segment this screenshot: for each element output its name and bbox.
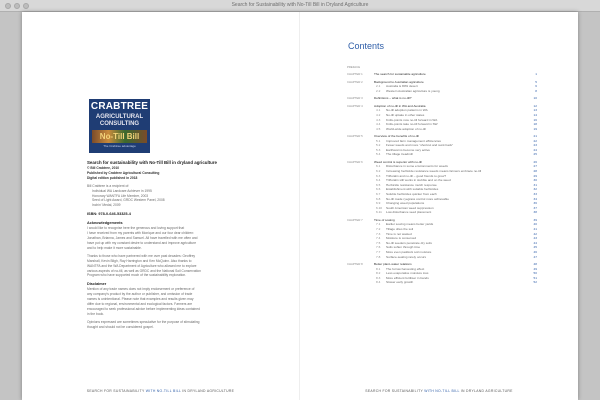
toc-entry-title: Western Australian agriculture is young bbox=[386, 88, 440, 93]
toc-page-number: 14 bbox=[533, 112, 537, 117]
toc-section-number: 6.5 bbox=[376, 182, 381, 187]
toc-section-row[interactable] bbox=[347, 127, 537, 132]
toc-page-number: 44 bbox=[533, 240, 537, 245]
toc-entry-title: Fewer weeds and more “shortcut and sunk back” bbox=[386, 143, 454, 148]
toc-entry-title: Herbicide resistance mulch response bbox=[386, 182, 437, 187]
toc-entry-title: South American weed suppression bbox=[386, 205, 434, 210]
section-heading: Acknowledgements bbox=[87, 221, 123, 226]
toc-page-number: 16 bbox=[533, 117, 537, 122]
imprint-line: Bill Crabtree is a recipient of: bbox=[87, 183, 130, 188]
title-bar[interactable] bbox=[0, 0, 600, 12]
logo-photo-band bbox=[92, 130, 147, 143]
toc-entry-title: World-wide adoption of no-till bbox=[386, 126, 426, 131]
toc-section-number: 6.7 bbox=[376, 192, 381, 197]
imprint-line: Mention of any trade names does not imply endorsement or preference of bbox=[87, 287, 195, 292]
toc-entry-title: No-till made ryegrass control more achievable bbox=[386, 196, 449, 201]
imprint-line: I would like to recognise here the generous and loving support that bbox=[87, 226, 185, 231]
toc-chapter-label: CHAPTER 1 bbox=[347, 72, 363, 77]
toc-chapter-label: CHAPTER 4 bbox=[347, 103, 363, 108]
toc-section-number: 7.6 bbox=[376, 245, 381, 250]
imprint-line: and to help make it more sustainable. bbox=[87, 245, 142, 250]
imprint-line: encouraged to seek professional advice before implementing ideas contained bbox=[87, 306, 200, 311]
imprint-line: various aspects of no-till, as well as GRDC and the National Soil Conservation bbox=[87, 268, 201, 273]
toc-entry-title: Establishment with suitable herbicides bbox=[386, 187, 439, 192]
imprint-line: Inchin' Medal, 2009 bbox=[92, 203, 121, 208]
toc-section-number: 6.1 bbox=[376, 164, 381, 169]
toc-preface-label: PREFACE bbox=[347, 65, 361, 69]
toc-entry-title: Low disturbance seed placement bbox=[386, 210, 432, 215]
footer-text-start: SEARCH FOR SUSTAINABILITY bbox=[86, 389, 146, 393]
toc-section-number: 7.7 bbox=[376, 249, 381, 254]
table-of-contents bbox=[347, 65, 537, 285]
toc-page-number: 31 bbox=[533, 182, 537, 187]
toc-page-number: 32 bbox=[533, 187, 537, 192]
toc-page-number: 30 bbox=[533, 178, 537, 183]
section-heading: ISBN: 978-0-646-53325-4 bbox=[87, 212, 131, 217]
toc-page-number: 23 bbox=[533, 143, 537, 148]
imprint-line: Individual WA Landcare Achiever in 1995 bbox=[92, 188, 152, 193]
imprint-line: Program who have supported much of the sustainability exploration. bbox=[87, 273, 187, 278]
toc-section-number: 5.2 bbox=[376, 143, 381, 148]
footer-text-highlight: WITH NO-TILL BILL bbox=[424, 389, 460, 393]
window-title: Search for Sustainability with No-Till Bill in Dryland Agriculture bbox=[231, 2, 369, 8]
toc-page-number: 41 bbox=[533, 226, 537, 231]
toc-page-number: 1 bbox=[535, 72, 537, 77]
toc-entry-title: Disturbance in some environments for weeds bbox=[386, 164, 448, 169]
toc-section-number: 2.1 bbox=[376, 84, 381, 89]
toc-page-number: 34 bbox=[533, 196, 537, 201]
toc-section-number: 6.3 bbox=[376, 173, 381, 178]
toc-entry-title: Knife-points now no-till forward in WA bbox=[386, 117, 438, 122]
toc-page-number: 8 bbox=[535, 88, 537, 93]
toc-page-number: 6 bbox=[535, 84, 537, 89]
toc-entry-title: Moisture is conserved bbox=[386, 236, 417, 241]
toc-page-number: 29 bbox=[533, 173, 537, 178]
toc-page-number: 26 bbox=[533, 159, 537, 164]
toc-page-number: 49 bbox=[533, 266, 537, 271]
toc-section-number: 7.3 bbox=[376, 231, 381, 236]
toc-section-row[interactable] bbox=[347, 152, 537, 157]
toc-entry-title: Soils soften through time bbox=[386, 245, 421, 250]
toc-chapter-label: CHAPTER 6 bbox=[347, 159, 363, 164]
toc-entry-title: Slower early growth bbox=[386, 280, 414, 285]
toc-entry-title: Time of sowing bbox=[374, 217, 395, 222]
toc-page-number: 25 bbox=[533, 152, 537, 157]
toc-page-number: 38 bbox=[533, 210, 537, 215]
imprint-line: in the book. bbox=[87, 311, 105, 316]
toc-entry-title: Trifluralin still works in stubble and on the weed bbox=[386, 178, 451, 183]
toc-section-number: 4.4 bbox=[376, 122, 381, 127]
toc-section-row[interactable] bbox=[347, 89, 537, 94]
toc-page-number: 50 bbox=[533, 271, 537, 276]
toc-entry-title: Background to Australian agriculture bbox=[374, 79, 424, 84]
logo-text-crabtree: CRABTREE bbox=[90, 101, 149, 112]
toc-section-number: 5.1 bbox=[376, 138, 381, 143]
toc-page-number: 18 bbox=[533, 122, 537, 127]
footer-text-start: SEARCH FOR SUSTAINABILITY bbox=[365, 389, 425, 393]
imprint-line: Jonathan, Brianna, James and Samuel. All have travelled with me often and bbox=[87, 236, 198, 241]
left-page bbox=[22, 12, 300, 400]
toc-section-number: 7.5 bbox=[376, 240, 381, 245]
toc-entry-title: No-till adoption patterns in WA bbox=[386, 108, 428, 113]
imprint-text-block bbox=[87, 160, 272, 330]
toc-entry-title: Time is not wasted bbox=[386, 231, 412, 236]
logo-text-agricultural: AGRICULTURAL bbox=[95, 114, 144, 120]
toc-section-number: 6.2 bbox=[376, 169, 381, 174]
toc-entry-title: Changing weed populations bbox=[386, 201, 425, 206]
toc-page-number: 21 bbox=[533, 134, 537, 139]
imprint-line: WANTFA and the WA Department of Agriculture who allowed me to explore bbox=[87, 263, 197, 268]
right-page bbox=[300, 12, 578, 400]
toc-chapter-label: CHAPTER 2 bbox=[347, 79, 363, 84]
toc-entry-title: Surface-sealing rarely occurs bbox=[386, 254, 427, 259]
toc-section-number: 7.4 bbox=[376, 236, 381, 241]
imprint-line: Seed of Light Award, GRDC Western Panel, 2008 bbox=[92, 198, 165, 203]
toc-page-number: 37 bbox=[533, 205, 537, 210]
toc-page-number: 19 bbox=[533, 126, 537, 131]
imprint-line: Thanks to those who have partnered with me over past decades: Geoffrey bbox=[87, 253, 196, 258]
toc-entry-title: Soluble herbicides quicker from each bbox=[386, 192, 437, 197]
imprint-line: I have received from my parents with Monique and our four dear children: bbox=[87, 231, 195, 236]
toc-section-number: 4.5 bbox=[376, 126, 381, 131]
toc-entry-title: The furrow harvesting effect bbox=[386, 266, 425, 271]
document-spread[interactable] bbox=[22, 12, 578, 400]
imprint-line: thought and should not be considered gospel. bbox=[87, 324, 154, 329]
toc-chapter-label: CHAPTER 3 bbox=[347, 96, 363, 101]
toc-page-number: 43 bbox=[533, 236, 537, 241]
toc-page-number: 27 bbox=[533, 164, 537, 169]
toc-chapter-row[interactable] bbox=[347, 72, 537, 77]
imprint-line: any company's product by the author or publisher, and omission of trade bbox=[87, 292, 193, 297]
toc-chapter-label: CHAPTER 8 bbox=[347, 261, 363, 266]
logo-band-text: No-Till Bill bbox=[99, 132, 140, 141]
right-page-footer bbox=[300, 389, 578, 393]
toc-section-number: 7.8 bbox=[376, 254, 381, 259]
imprint-line: Opinions expressed are sometimes speculative for the purpose of stimulating bbox=[87, 319, 200, 324]
toc-entry-title: Improved farm management efficiencies bbox=[386, 138, 441, 143]
toc-section-number: 4.2 bbox=[376, 112, 381, 117]
logo-tagline: The Crabtree advantage bbox=[103, 144, 136, 148]
toc-chapter-label: CHAPTER 5 bbox=[347, 134, 363, 139]
toc-entry-title: Increasing herbicide resistance weeds means farmers embrace no-till bbox=[386, 169, 482, 174]
toc-page-number: 52 bbox=[533, 280, 537, 285]
toc-entry-title: No-till uptake in other states bbox=[386, 112, 425, 117]
toc-entry-title: No-till seeders penetrate dry soils bbox=[386, 240, 432, 245]
toc-entry-title: Better plant–water relations bbox=[374, 261, 412, 266]
toc-section-number: 6.4 bbox=[376, 178, 381, 183]
toc-entry-title: The tillage treadmill bbox=[386, 152, 413, 157]
footer-text-end: IN DRYLAND AGRICULTURE bbox=[181, 389, 235, 393]
toc-section-row[interactable] bbox=[347, 210, 537, 215]
toc-page-number: 47 bbox=[533, 254, 537, 259]
toc-section-number: 8.4 bbox=[376, 280, 381, 285]
toc-entry-title: Trifluralin and no-till – good friends to grow? bbox=[386, 173, 447, 178]
toc-entry-title: Overview of the benefits of no-till bbox=[374, 134, 419, 139]
toc-page-number: 46 bbox=[533, 249, 537, 254]
toc-page-number: 12 bbox=[533, 103, 537, 108]
footer-text-end: IN DRYLAND AGRICULTURE bbox=[459, 389, 513, 393]
toc-chapter-label: CHAPTER 7 bbox=[347, 217, 363, 222]
toc-section-number: 5.4 bbox=[376, 152, 381, 157]
toc-section-number: 6.10 bbox=[376, 205, 383, 210]
contents-heading: Contents bbox=[348, 41, 385, 51]
toc-section-number: 4.1 bbox=[376, 108, 381, 113]
toc-page-number: 22 bbox=[533, 138, 537, 143]
toc-page-number: 33 bbox=[533, 192, 537, 197]
toc-section-number: 5.3 bbox=[376, 147, 381, 152]
toc-entry-title: Definitions – what is no-till? bbox=[374, 96, 412, 101]
toc-page-number: 24 bbox=[533, 147, 537, 152]
imprint-line: Digital edition published in 2018 bbox=[87, 175, 138, 180]
toc-section-number: 6.6 bbox=[376, 187, 381, 192]
toc-page-number: 5 bbox=[535, 79, 537, 84]
toc-entry-title: More efficient fertiliser in bands bbox=[386, 275, 429, 280]
imprint-line: differ due to regional, environmental and ecological factors. Farmers are bbox=[87, 302, 193, 307]
imprint-line: have put up with my constant desire to understand and improve agriculture bbox=[87, 240, 197, 245]
toc-section-number: 6.8 bbox=[376, 196, 381, 201]
toc-page-number: 13 bbox=[533, 108, 537, 113]
toc-entry-title: Knife-points take no-till forward in SW bbox=[386, 122, 438, 127]
toc-section-number: 7.1 bbox=[376, 222, 381, 227]
toc-page-number: 10 bbox=[533, 96, 537, 101]
book-title: Search for sustainability with No-Till Bill in dryland agriculture bbox=[87, 160, 217, 165]
toc-entry-title: More even paddock soil moisture bbox=[386, 249, 432, 254]
toc-entry-title: The search for sustainable agriculture bbox=[374, 72, 426, 77]
toc-page-number: 45 bbox=[533, 245, 537, 250]
toc-page-number: 42 bbox=[533, 231, 537, 236]
imprint-line: names is unintentional. Please note that examples and results given may bbox=[87, 297, 194, 302]
toc-page-number: 39 bbox=[533, 217, 537, 222]
toc-page-number: 40 bbox=[533, 222, 537, 227]
toc-entry-title: Earlier sowing means better yields bbox=[386, 222, 434, 227]
toc-section-number: 6.11 bbox=[376, 210, 382, 215]
imprint-line: Honorary WANTFA Life Member, 2003 bbox=[92, 193, 149, 198]
crabtree-logo bbox=[89, 99, 150, 153]
toc-section-number: 6.9 bbox=[376, 201, 381, 206]
toc-section-row[interactable] bbox=[347, 280, 537, 285]
toc-entry-title: Less evaporative moisture loss bbox=[386, 271, 429, 276]
left-page-footer bbox=[22, 389, 299, 393]
footer-text-highlight: WITH NO-TILL BILL bbox=[145, 389, 182, 393]
logo-text-consulting: CONSULTING bbox=[99, 121, 140, 127]
imprint-line: Marshall, Kevin Bligh, Ray Harrington and Ken McQuinn. Also thanks to bbox=[87, 258, 192, 263]
imprint-line: Published by Crabtree Agricultural Consulting bbox=[87, 170, 160, 175]
toc-entry-title: Australia is 80% desert bbox=[386, 84, 418, 89]
toc-entry-title: Adoption of no-till in WA and Australia bbox=[374, 103, 426, 108]
toc-section-number: 7.2 bbox=[376, 226, 381, 231]
toc-entry-title: Tillage dries the soil bbox=[386, 226, 414, 231]
toc-section-number: 2.2 bbox=[376, 88, 381, 93]
imprint-line: © Bill Crabtree, 2010 bbox=[87, 166, 120, 170]
toc-section-row[interactable] bbox=[347, 255, 537, 260]
toc-section-number: 4.3 bbox=[376, 117, 381, 122]
toc-section-number: 8.1 bbox=[376, 266, 381, 271]
toc-page-number: 48 bbox=[533, 261, 537, 266]
section-heading: Disclaimer bbox=[87, 282, 107, 287]
toc-chapter-row[interactable] bbox=[347, 96, 537, 101]
toc-entry-title: Weed control is superior with no-till bbox=[374, 159, 422, 164]
toc-entry-title: Earthworms become very active bbox=[386, 147, 431, 152]
toc-page-number: 28 bbox=[533, 169, 537, 174]
toc-section-number: 8.3 bbox=[376, 275, 381, 280]
toc-page-number: 36 bbox=[533, 201, 537, 206]
toc-page-number: 51 bbox=[533, 275, 537, 280]
toc-section-number: 8.2 bbox=[376, 271, 381, 276]
